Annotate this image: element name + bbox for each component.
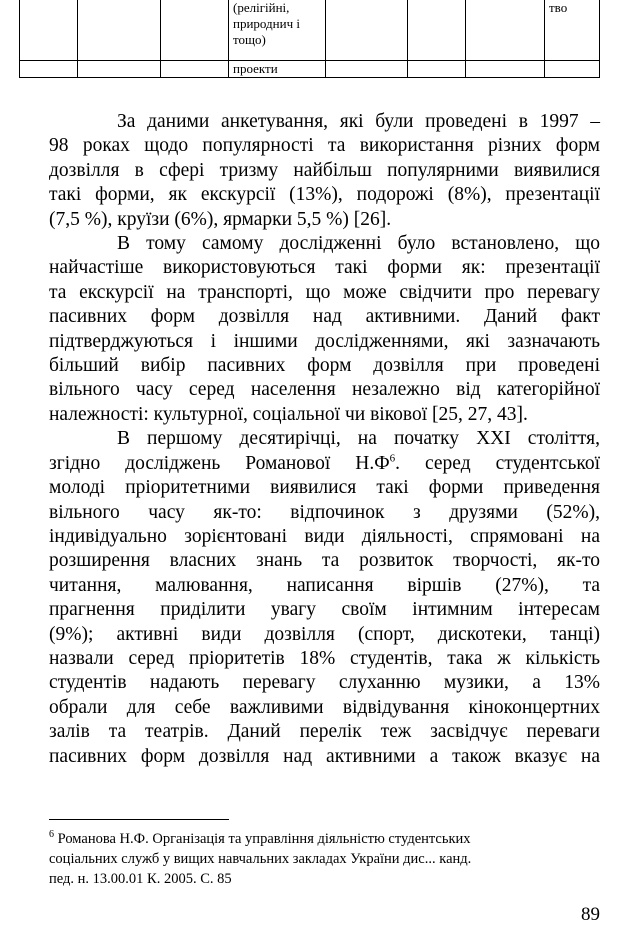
table-cell: (релігійні, природнич і тощо) (229, 0, 326, 61)
text-line: студентів надають перевагу слуханню музики, а 13% (49, 672, 600, 694)
footnote-divider (49, 819, 229, 820)
text-line: належності: культурної, соціальної чи вікової [25, 27, 43]. (49, 403, 528, 425)
body-text (49, 110, 600, 769)
paragraph-1 (49, 110, 600, 232)
text-line: (7,5 %), круїзи (6%), ярмарки 5,5 %) [26]. (49, 208, 392, 230)
text-line: та екскурсії на транспорті, що може свідчити про перевагу (49, 281, 600, 303)
table-cell (161, 0, 229, 61)
paragraph-3 (49, 427, 600, 769)
text-line: (9%); активні види дозвілля (спорт, дискотеки, танці) (49, 623, 600, 645)
text-fragment: . серед студентської (395, 452, 601, 474)
text-line: вільного часу серед населення незалежно від категорійної (49, 379, 600, 401)
text-line: дозвілля в сфері тризму найбільш популярними виявилися (49, 159, 600, 181)
text-line: пасивних форм дозвілля над активними а також вказує на (49, 745, 600, 767)
table-cell (20, 0, 78, 61)
table-cell (408, 61, 466, 78)
table-cell (466, 61, 545, 78)
text-line: індивідуально зорієнтовані види діяльності, спрямовані на (49, 525, 600, 547)
table-cell (408, 0, 466, 61)
text-line: підтверджуються і іншими дослідженнями, які зазначають (49, 330, 600, 352)
table-cell (20, 61, 78, 78)
table-cell (326, 61, 408, 78)
text-line: залів та театрів. Даний перелік теж засвідчує переваги (49, 721, 600, 743)
footnote-line: соціальних служб у вищих навчальних закладах України дис... канд. (49, 851, 472, 867)
footnote-text: Романова Н.Ф. Організація та управління діяльністю студентських (54, 831, 471, 847)
text-line: розширення власних знань та розвиток творчості, як-то (49, 550, 600, 572)
table-cell (466, 0, 545, 61)
text-line: більший вибір пасивних форм дозвілля при проведені (49, 355, 600, 377)
text-line: вільного часу як-то: відпочинок з друзями (52%), (49, 501, 600, 523)
page-number: 89 (581, 904, 600, 925)
text-line: В першому десятирічці, на початку XXI століття, (117, 428, 600, 450)
table-cell (78, 61, 161, 78)
table-cell (545, 61, 600, 78)
table-cell (161, 61, 229, 78)
text-line (49, 452, 600, 476)
table-cell: тво (545, 0, 600, 61)
text-line: читання, малювання, написання віршів (27%), та (49, 574, 600, 596)
table-cell (78, 0, 161, 61)
table-row (20, 61, 600, 78)
text-line: За даними анкетування, які були проведені в 1997 – (117, 111, 600, 132)
table-cell (326, 0, 408, 61)
text-line: В тому самому дослідженні було встановлено, що (117, 233, 600, 255)
footnote (49, 829, 600, 889)
footnote-line (49, 829, 600, 849)
table-fragment (19, 0, 600, 78)
footnote-marker: 6 (49, 829, 54, 841)
text-line: молоді пріоритетними виявилися такі форми приведення (49, 477, 600, 499)
text-line: обрали для себе важливими відвідування кіноконцертних (49, 696, 600, 718)
text-line: найчастіше використовуються такі форми як: презентації (49, 257, 600, 279)
footnote-ref[interactable]: 6 (389, 452, 396, 465)
text-line: пасивних форм дозвілля над активними. Даний факт (49, 306, 600, 328)
table-row (20, 0, 600, 61)
text-fragment: згідно досліджень Романової Н.Ф (49, 452, 390, 474)
text-line: такі форми, як екскурсії (13%), подорожі (8%), презентації (49, 184, 600, 206)
text-line: назвали серед пріоритетів 18% студентів, така ж кількість (49, 647, 600, 669)
footnote-line: пед. н. 13.00.01 К. 2005. С. 85 (49, 871, 232, 887)
text-line: 98 роках щодо популярності та використання різних форм (49, 135, 600, 157)
table-cell: проекти (229, 61, 326, 78)
text-line: прагнення приділити увагу своїм інтимним інтересам (49, 599, 600, 621)
paragraph-2 (49, 232, 600, 427)
